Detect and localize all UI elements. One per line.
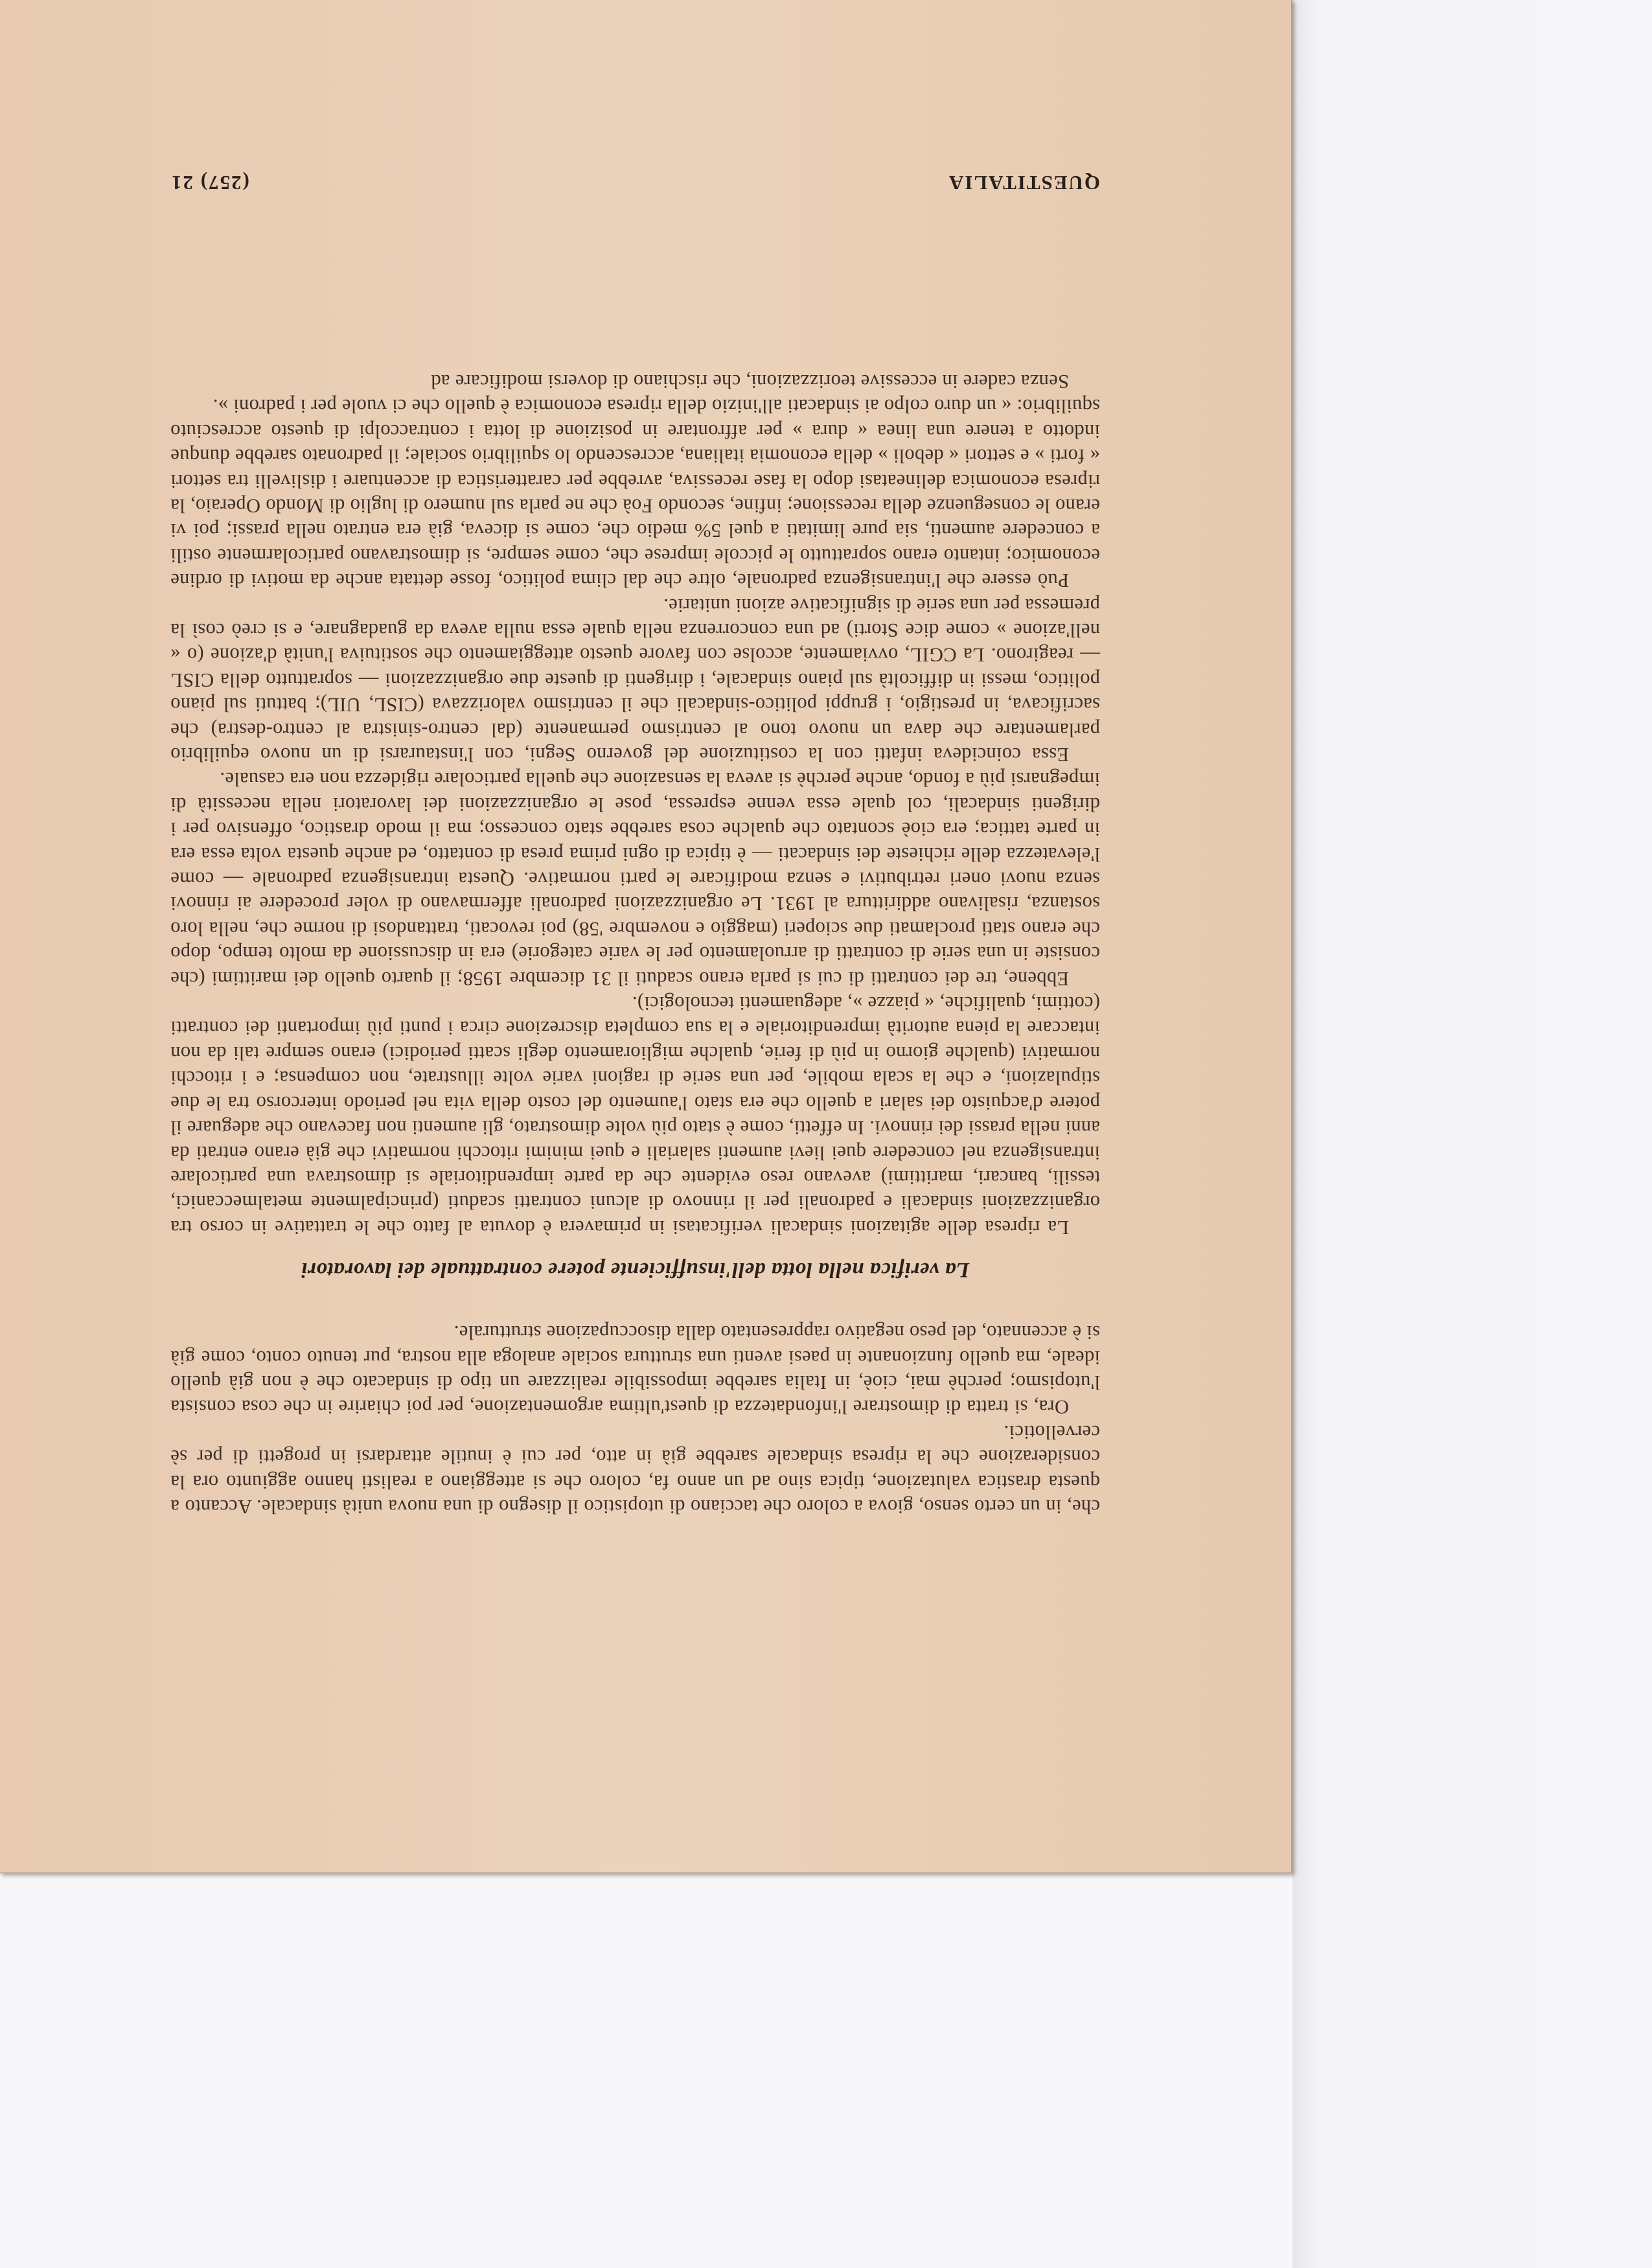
paragraph-4: Ebbene, tre dei contratti di cui si parla erano scaduti il 31 dicembre 1958; il quarto quello dei marittimi (che consiste in una serie di contratti di arruolamento per le varie categorie) era in discussione da molto tempo, dopo che erano stati proclamati due scioperi (maggio e novembre '58) poi revocati, trattandosi di norme che, nella loro sostanza, risalivano addirittura al 1931. Le organizzazioni padronali affermavano di voler procedere ai rinnovi senza nuovi oneri retributivi e senza modificare le parti normative. Questa intransigenza padronale — come l'elevatezza delle richieste dei sindacati — è tipica di ogni prima presa di contatto, ed anche questa volta essa era in parte tattica; era cioè scontato che qualche cosa sarebbe stato concesso; ma il modo drastico, offensivo per i dirigenti sindacali, col quale essa venne espressa, pose le organizzazioni dei lavoratori nella necessità di impegnarsi più a fondo, anche perchè si aveva la sensazione che quella particolare rigidezza non era casuale.: [170, 768, 1100, 990]
paragraph-7: Senza cadere in eccessive teorizzazioni, che rischiano di doversi modificare ad: [431, 370, 1069, 393]
paragraph-3: La ripresa delle agitazioni sindacali verificatasi in primavera è dovuta al fatto che le trattative in corso tra organizzazioni sindacali e padronali per il rinnovo di alcuni contratti scaduti (principalmente metalmeccanici, tessili, bancari, marittimi) avevano reso evidente che da parte imprenditoriale si dimostrava una particolare intransigenza nel concedere quei lievi aumenti salariali e quei minimi ritocchi normativi che già erano entrati da anni nella prassi dei rinnovi. In effetti, come è stato più volte dimostrato, gli aumenti non facevano che adeguare il potere d'acquisto dei salari a quello che era stato l'aumento del costo della vita nel periodo intercorso tra le due stipulazioni, e che la scala mobile, per una serie di ragioni varie volte illustrate, non compensa; e i ritocchi normativi (qualche giorno in più di ferie, qualche miglioramento degli scatti periodici) erano sempre tali da non intaccare la piena autorità imprenditoriale e la sua completa discrezione circa i punti più importanti dei contratti (cottimi, qualifiche, « piazze », adeguamenti tecnologici).: [170, 992, 1100, 1239]
paragraph-1: che, in un certo senso, giova a coloro che tacciano di utopistico il disegno di una nuova unità sindacale. Accanto a questa drastica valutazione, tipica sino ad un anno fa, coloro che si atteggiano a realisti hanno aggiunto ora la considerazione che la ripresa sindacale sarebbe già in atto, per cui è inutile attardarsi in progetti di per sè cervellotici.: [170, 1421, 1100, 1518]
text-column: [170, 369, 1100, 1519]
page-number: (257) 21: [170, 172, 249, 194]
running-head: [170, 166, 1100, 194]
scanner-bed-bottom: [0, 1872, 1292, 2268]
section-title: La verifica nella lotta dell'insufficiente potere contrattuale dei lavoratori: [301, 1257, 970, 1281]
paragraph-6: Può essere che l'intransigenza padronale, oltre che dal clima politico, fosse dettata anche da motivi di ordine economico; intanto erano soprattutto le piccole imprese che, come sempre, si dimostravano particolarmente ostili a concedere aumenti, sia pure limitati a quel 5% medio che, come si diceva, già era entrato nella prassi; poi vi erano le conseguenze della recessione; infine, secondo Foà che ne parla sul numero di luglio di Mondo Operaio, la ripresa economica delineatasi dopo la fase recessiva, avrebbe per caratteristica di accentuare i dislivelli tra settori « forti » e settori « deboli » della economia italiana, accrescendo lo squilibrio sociale; il padronato sarebbe dunque indotto a tenere una linea « dura » per affrontare in posizione di lotta i contraccolpi di questo accresciuto squilibrio: « un duro colpo ai sindacati all'inizio della ripresa economica è quello che ci vuole per i padroni ».: [170, 395, 1100, 592]
paragraph-5: Essa coincideva infatti con la costituzione del governo Segni, con l'instaurarsi di un nuovo equilibrio parlamentare che dava un nuovo tono al centrismo permanente (dal centro-sinistra al centro-destra) che sacrificava, in prestigio, i gruppi politico-sindacali che il centrismo valorizzava (CISL, UIL); battuti sul piano politico, messi in difficoltà sul piano sindacale, i dirigenti di queste due organizzazioni — soprattutto della CISL — reagirono. La CGIL, ovviamente, accolse con favore questo atteggiamento che sostituiva l'unità d'azione (o « nell'azione » come dice Storti) ad una concorrenza nella quale essa nulla aveva da guadagnare, e si creò così la premessa per una serie di significative azioni unitarie.: [170, 594, 1100, 766]
scanner-bed-right: [1292, 0, 1652, 2268]
paragraph-2: Ora, si tratta di dimostrare l'infondatezza di quest'ultima argomentazione, per poi chiarire in che cosa consista l'utopismo; perchè mai, cioè, in Italia sarebbe impossibile realizzare un tipo di sindacato che è non già quello ideale, ma quello funzionante in paesi aventi una struttura sociale analoga alla nostra, pur tenuto conto, come già si è accennato, del peso negativo rappresentato dalla disoccupazione strutturale.: [170, 1322, 1100, 1419]
journal-name: QUESTITALIA: [947, 172, 1100, 194]
